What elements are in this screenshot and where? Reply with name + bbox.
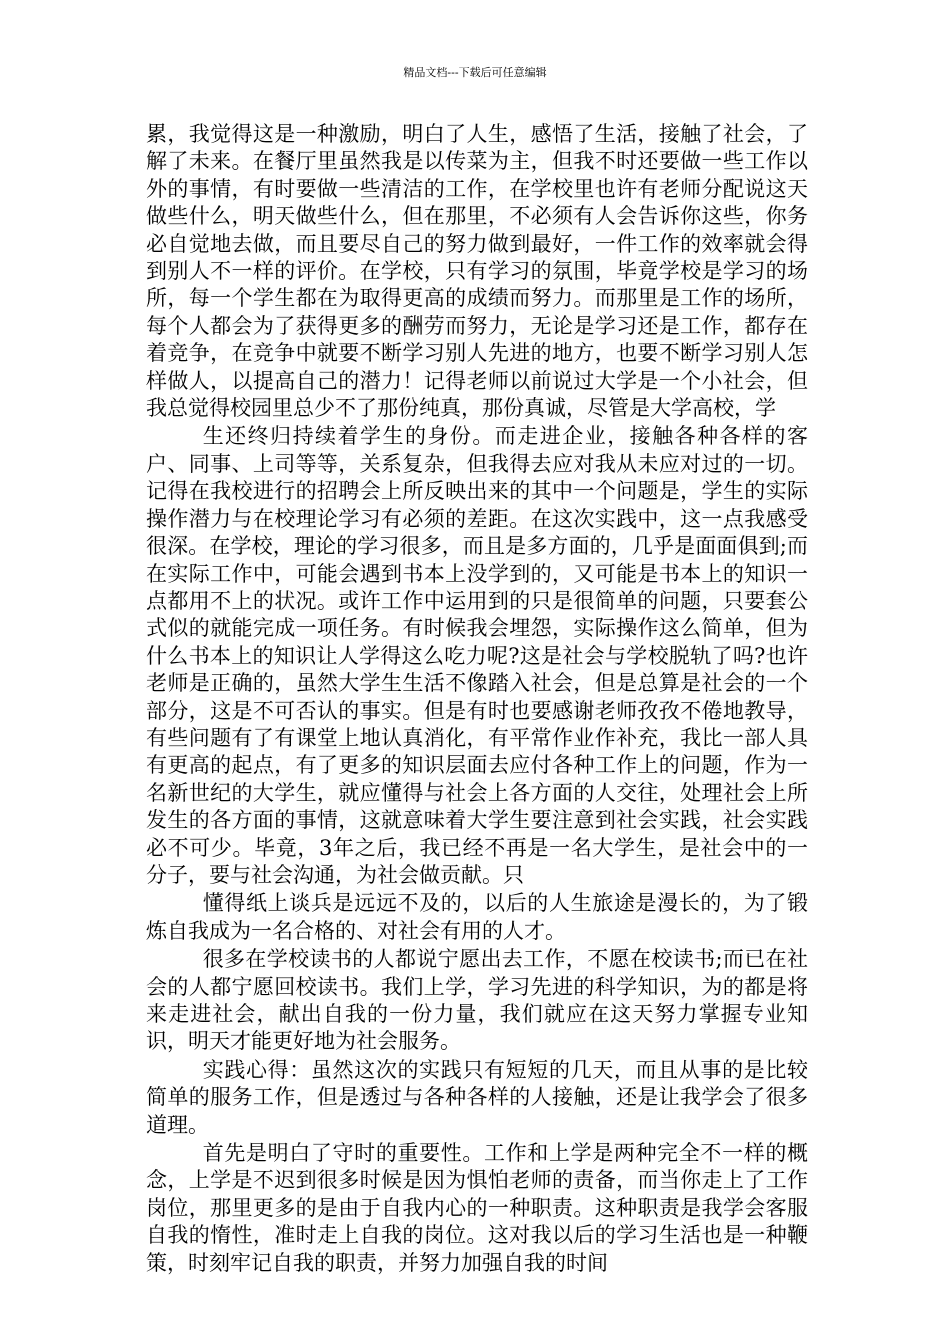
page-header: 精品文档---下载后可任意编辑 bbox=[403, 66, 547, 79]
paragraph-2: 生还终归持续着学生的身份。而走进企业，接触各种各样的客户、同事、上司等等，关系复杂，但我得去应对我从未应对过的一切。记得在我校进行的招聘会上所反映出来的其中一个问题是，学生的实际操作潜力与在校理论学习有必须的差距。在这次实践中，这一点我感受很深。在学校，理论的学习很多，而且是多方面的，几乎是面面俱到;而在实际工作中，可能会遇到书本上没学到的，又可能是书本上的知识一点都用不上的状况。或许工作中运用到的只是很简单的问题，只要套公式似的就能完成一项任务。有时候我会埋怨，实际操作这么简单，但为什么书本上的知识让人学得这么吃力呢?这是社会与学校脱轨了吗?也许老师是正确的，虽然大学生生活不像踏入社会，但是总算是社会的一个部分，这是不可否认的事实。但是有时也要感谢老师孜孜不倦地教导，有些问题有了有课堂上地认真消化，有平常作业作补充，我比一部人具有更高的起点，有了更多的知识层面去应付各种工作上的问题，作为一名新世纪的大学生，就应懂得与社会上各方面的人交往，处理社会上所发生的各方面的事情，这就意味着大学生要注意到社会实践，社会实践必不可少。毕竟，3年之后，我已经不再是一名大学生，是社会中的一分子，要与社会沟通，为社会做贡献。只 bbox=[146, 424, 808, 887]
paragraph-5: 实践心得：虽然这次的实践只有短短的几天，而且从事的是比较简单的服务工作，但是透过与各种各样的人接触，还是让我学会了很多道理。 bbox=[146, 1057, 808, 1137]
paragraph-3: 懂得纸上谈兵是远远不及的，以后的人生旅途是漫长的，为了锻炼自我成为一名合格的、对社会有用的人才。 bbox=[146, 891, 808, 943]
paragraph-4: 很多在学校读书的人都说宁愿出去工作，不愿在校读书;而已在社会的人都宁愿回校读书。我们上学，学习先进的科学知识，为的都是将来走进社会，献出自我的一份力量，我们就应在这天努力掌握专业知识，明天才能更好地为社会服务。 bbox=[146, 947, 808, 1054]
paragraph-1: 累，我觉得这是一种激励，明白了人生，感悟了生活，接触了社会，了解了未来。在餐厅里虽然我是以传菜为主，但我不时还要做一些工作以外的事情，有时要做一些清洁的工作，在学校里也许有老师分配说这天做些什么，明天做些什么，但在那里，不必须有人会告诉你这些，你务必自觉地去做，而且要尽自己的努力做到最好，一件工作的效率就会得到别人不一样的评价。在学校，只有学习的氛围，毕竟学校是学习的场所，每一个学生都在为取得更高的成绩而努力。而那里是工作的场所，每个人都会为了获得更多的酬劳而努力，无论是学习还是工作，都存在着竞争，在竞争中就要不断学习别人先进的地方，也要不断学习别人怎样做人，以提高自己的潜力！记得老师以前说过大学是一个小社会，但我总觉得校园里总少不了那份纯真，那份真诚，尽管是大学高校，学 bbox=[146, 122, 808, 421]
paragraph-6: 首先是明白了守时的重要性。工作和上学是两种完全不一样的概念，上学是不迟到很多时候是因为惧怕老师的责备，而当你走上了工作岗位，那里更多的是由于自我内心的一种职责。这种职责是我学会客服自我的惰性，准时走上自我的岗位。这对我以后的学习生活也是一种鞭策，时刻牢记自我的职责，并努力加强自我的时间 bbox=[146, 1141, 808, 1275]
document-body bbox=[146, 121, 808, 1277]
